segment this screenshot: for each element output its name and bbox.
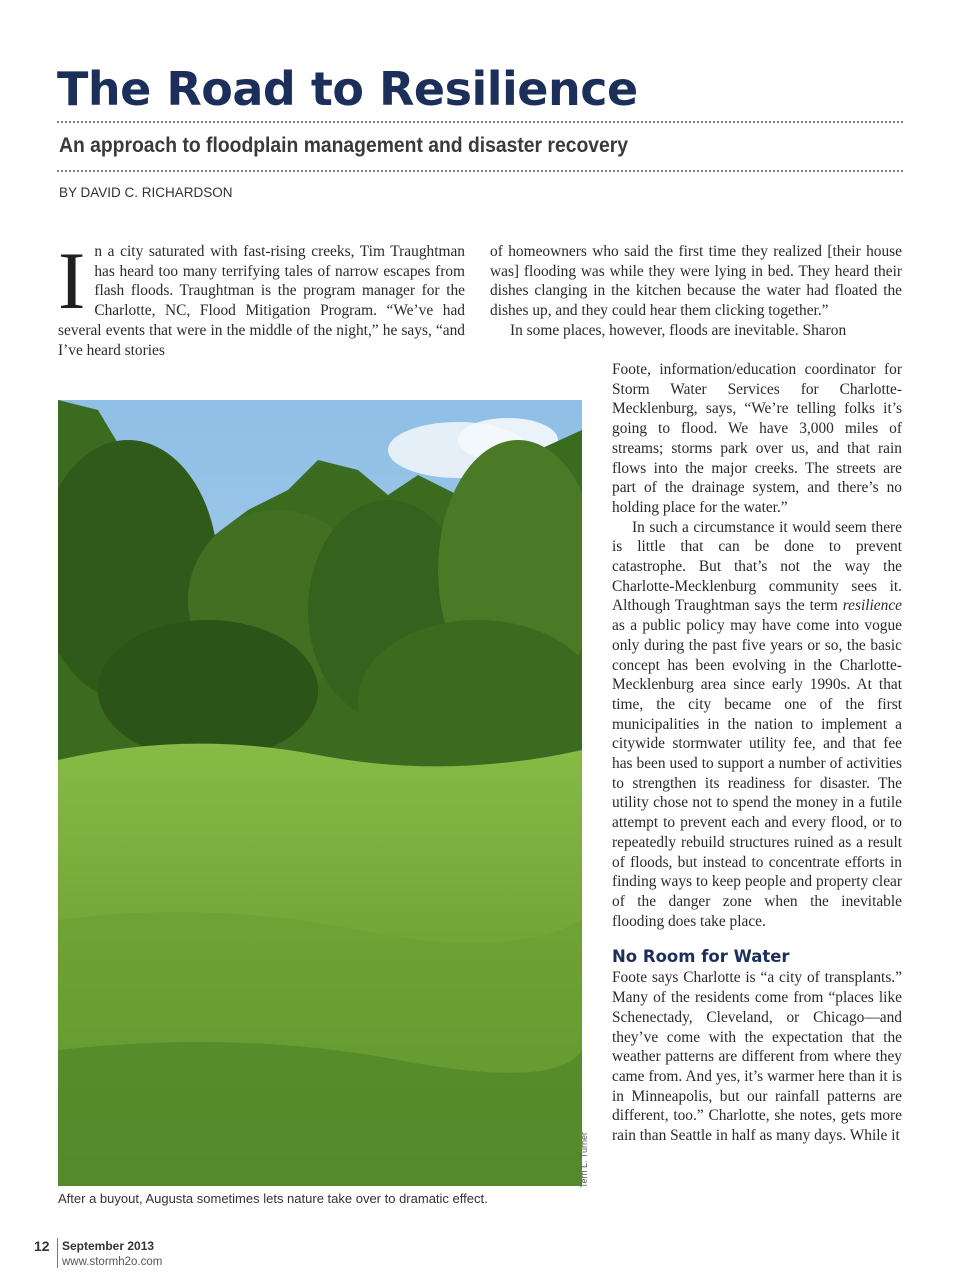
footer-divider — [57, 1238, 58, 1268]
resilience-term: resilience — [842, 597, 902, 615]
paragraph-homeowners: of homeowners who said the first time they realized [their house was] flooding was while they were lying in bed. They heard their dishes clanging in the kitchen because the water had floated the dishes up, and they could hear them clicking together.” — [490, 243, 902, 320]
byline: BY DAVID C. RICHARDSON — [59, 185, 233, 200]
article-subtitle: An approach to floodplain management and disaster recovery — [59, 134, 629, 157]
paragraph-resilience-text-a: In such a circumstance it would seem there is little that can be done to prevent catastrophe. But that’s not the way the Charlotte-Mecklenburg community sees it. Although Traughtman says the term — [612, 518, 902, 615]
intro-paragraph — [58, 235, 465, 360]
meadow-photo — [58, 400, 582, 1186]
tree-canopy — [98, 620, 318, 760]
page-number: 12 — [34, 1238, 50, 1254]
article-title: The Road to Resilience — [57, 62, 638, 116]
title-divider-bottom — [57, 170, 903, 172]
photo-credit: Terri L. Turner — [579, 1131, 589, 1188]
paragraph-transplants: Foote says Charlotte is “a city of transplants.” Many of the residents come from “places like Schenectady, Cleveland, or Chicago—and they’ve come with the expectation that the weather patterns are different from where they came from. And yes, it’s warmer here than it is in Minneapolis, but our rainfall patterns are different, too.” Charlotte, she notes, gets more rain than Seattle in half as many days. While it — [612, 969, 902, 1145]
section-heading: No Room for Water — [612, 947, 790, 967]
paragraph-foote-quote: Foote, information/education coordinator for Storm Water Services for Charlotte-Mecklenburg, says, “We’re telling folks it’s going to flood. We have 3,000 miles of streams; storms park over us, and that rain flows into the major creeks. The streets are part of the drainage system, and there’s no holding place for the water.” — [612, 361, 902, 516]
column-2-top-text — [490, 242, 902, 341]
paragraph-resilience — [612, 518, 902, 932]
paragraph-inevitable-lead: In some places, however, floods are inevitable. Sharon — [510, 321, 847, 339]
website-url[interactable]: www.stormh2o.com — [62, 1256, 163, 1268]
drop-cap: I — [58, 235, 86, 326]
photo-caption: After a buyout, Augusta sometimes lets nature take over to dramatic effect. — [58, 1191, 488, 1206]
column-1-text — [58, 235, 465, 360]
meadow-photo-illustration — [58, 400, 582, 1186]
issue-date: September 2013 — [62, 1239, 155, 1253]
paragraph-resilience-text-b: as a public policy may have come into vogue only during the past five years or so, the basic concept has been evolving in the Charlotte-Mecklenburg area since early 1990s. At that time, the city became one of the first municipalities in the nation to implement a citywide stormwater utility fee, and that fee has been used to support a number of activities to strengthen its readiness for disaster. The utility chose not to spend the money in a futile attempt to prevent each and every flood, or to repeatedly rebuild structures ruined as a result of floods, but instead to concentrate efforts in finding ways to keep people and property clear of the danger zone when the inevitable flooding does take place. — [612, 617, 902, 930]
title-divider-top — [57, 121, 903, 123]
column-2-narrow-text — [612, 360, 902, 1146]
intro-paragraph-text: n a city saturated with fast-rising creeks, Tim Traughtman has heard too many terrifying tales of narrow escapes from flash floods. Traughtman is the program manager for the Charlotte, NC, Flood Mitigation Program. “We’ve had several events that were in the middle of the night,” he says, “and I’ve heard stories — [58, 243, 465, 359]
